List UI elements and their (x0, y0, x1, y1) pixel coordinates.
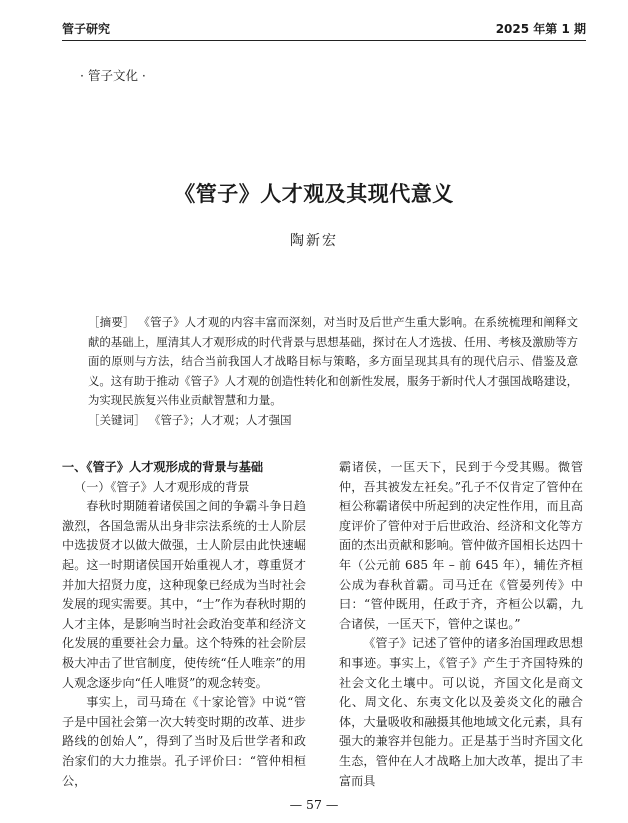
abstract-block (88, 313, 578, 430)
body-paragraph: 事实上，司马琦在《十家论管》中说“管子是中国社会第一次大转变时期的改革、进步路线的创始人”，得到了当时及后世学者和政治家们的大力推崇。孔子评价曰：“管仲相桓公， (62, 695, 306, 788)
abstract-paragraph (88, 313, 578, 411)
section-tag: · 管子文化 · (80, 68, 146, 83)
body-paragraph: 《管子》记述了管仲的诸多治国理政思想和事迹。事实上，《管子》产生于齐国特殊的社会文化土壤中。可以说，齐国文化是商文化、周文化、东夷文化以及姜炎文化的融合体，大量吸收和融摄其他地域文化元素，具有强大的兼容并包能力。正是基于当时齐国文化生态，管仲在人才战略上加大改革，提出了丰富而具 (339, 636, 583, 788)
page-number: — 57 — (289, 797, 339, 812)
abstract-text: 《管子》人才观的内容丰富而深刻，对当时及后世产生重大影响。在系统梳理和阐释文献的基础上，厘清其人才观形成的时代背景与思想基础，探讨在人才选拔、任用、考核及激励等方面的原则与方法，结合当前我国人才战略目标与策略，多方面呈现其具有的现代启示、借鉴及意义。这有助于推动《管子》人才观的创造性转化和创新性发展，服务于新时代人才强国战略建设，为实现民族复兴伟业贡献智慧和力量。 (88, 315, 578, 407)
subsection-heading: （一）《管子》人才观形成的背景 (74, 479, 250, 494)
left-column (62, 458, 306, 791)
article-author: 陶新宏 (290, 233, 338, 249)
body-paragraph: 霸诸侯，一匡天下，民到于今受其赐。微管仲，吾其被发左衽矣。”孔子不仅肯定了管仲在桓公称霸诸侯中所起到的决定性作用，而且高度评价了管仲对于后世政治、经济和文化等方面的杰出贡献和影响。管仲做齐国相长达四十年（公元前 685 年 – 前 645 年），辅佐齐桓公成为春秋首霸。司马迁在《管晏列传》中曰：“管仲既用，任政于齐，齐桓公以霸，九合诸侯，一匡天下，管仲之谋也。” (339, 460, 583, 631)
running-head (62, 20, 586, 41)
section-heading: 一、《管子》人才观形成的背景与基础 (62, 460, 264, 474)
right-column (339, 458, 583, 791)
keywords-text: 《管子》；人才观；人才强国 (149, 412, 292, 427)
article-title: 《管子》人才观及其现代意义 (174, 182, 454, 206)
issue-number: 2025 年第 1 期 (495, 22, 586, 36)
abstract-label: ［摘要］ (88, 315, 135, 329)
keywords-label: ［关键词］ (88, 412, 146, 427)
keywords-line (88, 411, 578, 431)
journal-name: 管子研究 (62, 22, 111, 36)
body-paragraph: 春秋时期随着诸侯国之间的争霸斗争日趋激烈，各国急需从出身非宗法系统的士人阶层中选拔贤才以做大做强，士人阶层由此快速崛起。这一时期诸侯国开始重视人才，尊重贤才并加大招贤力度，这种现象已经成为当时社会发展的现实需要。其中，“士”作为春秋时期的人才主体，是影响当时社会政治变革和经济文化发展的重要社会力量。这个特殊的社会阶层极大冲击了世官制度，使传统“任人唯亲”的用人观念逐步向“任人唯贤”的观念转变。 (62, 499, 306, 690)
